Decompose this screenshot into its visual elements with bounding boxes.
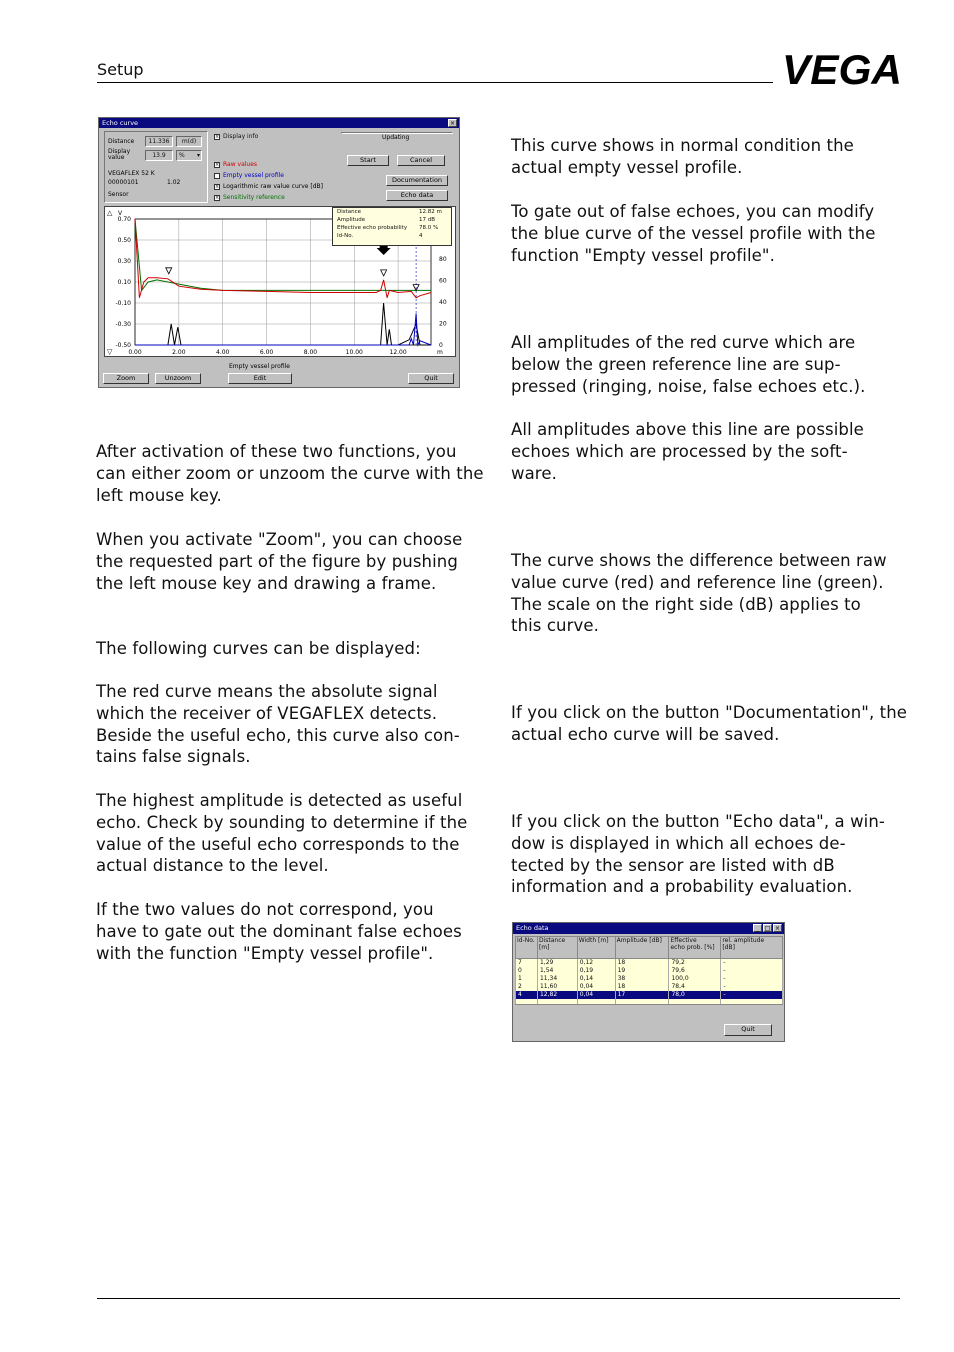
x-tick-label: 8.00: [303, 349, 318, 356]
start-button[interactable]: Start: [347, 155, 389, 166]
table-cell: 0,04: [577, 983, 615, 991]
echo-data-titlebar: [513, 923, 784, 934]
table-cell: 79,2: [669, 959, 721, 968]
table-row[interactable]: [516, 967, 783, 975]
table-cell: 7: [516, 959, 538, 968]
tooltip-key: Id-No.: [337, 233, 354, 239]
table-row[interactable]: [516, 991, 783, 999]
table-row[interactable]: [516, 959, 783, 968]
x-axis-label: m: [437, 349, 443, 356]
empty-vessel-profile-label: Empty vessel profile: [229, 363, 290, 370]
table-cell: 11,60: [537, 983, 577, 991]
y-tick-label: 0.10: [117, 279, 131, 286]
distance-label: Distance: [108, 138, 135, 145]
table-cell: -: [721, 959, 783, 968]
svg-text:VEGA: VEGA: [782, 52, 902, 86]
echo-data-window: [512, 922, 785, 1042]
echo-tooltip: [332, 207, 452, 246]
paragraph-zoom-frame: When you activate "Zoom", you can choose the requested part of the figure by pushing the left mouse key and drawing a frame.: [96, 530, 463, 593]
edit-button[interactable]: Edit: [228, 373, 292, 384]
tooltip-value: 78.0 %: [419, 225, 439, 231]
x-tick-label: 10.00: [345, 349, 363, 356]
table-cell: 18: [615, 983, 669, 991]
column-header[interactable]: Effective echo prob. [%]: [669, 937, 721, 959]
table-row[interactable]: [516, 975, 783, 983]
paragraph-curves-intro: The following curves can be displayed:: [96, 639, 421, 658]
close-icon[interactable]: ×: [774, 925, 781, 932]
paragraph-zoom-usage: After activation of these two functions, you can either zoom or unzoom the curve with the left mouse key.: [96, 442, 484, 505]
display-unit-select[interactable]: % ▾: [176, 150, 202, 161]
minimize-icon[interactable]: _: [753, 924, 762, 932]
chevron-down-icon: ▾: [196, 152, 200, 159]
table-cell: 11,34: [537, 975, 577, 983]
y-tick-label: -0.30: [115, 321, 131, 328]
sensor-name: VEGAFLEX 52 K: [108, 170, 155, 177]
tooltip-key: Effective echo probability: [337, 225, 408, 231]
vega-logo: [782, 52, 902, 86]
tooltip-value: 12.82 m: [419, 209, 442, 215]
echo-data-title: Echo data: [516, 924, 549, 932]
echo-data-quit-button[interactable]: Quit: [724, 1024, 772, 1036]
x-tick-label: 12.00: [389, 349, 407, 356]
table-cell: 4: [516, 991, 538, 999]
zoom-button[interactable]: Zoom: [103, 373, 149, 384]
warning-up-icon: △: [107, 209, 113, 217]
table-cell: 19: [615, 967, 669, 975]
tooltip-row: [333, 224, 451, 232]
table-cell: -: [721, 991, 783, 999]
sensor-version: 1.02: [167, 179, 181, 186]
column-header[interactable]: Amplitude [dB]: [615, 937, 669, 959]
paragraph-empty-vessel: This curve shows in normal condition the actual empty vessel profile.: [511, 136, 854, 177]
table-cell: 38: [615, 975, 669, 983]
table-cell: 79,6: [669, 967, 721, 975]
display-value: 13.9: [145, 150, 173, 161]
paragraph-gate-false-echoes: To gate out of false echoes, you can modify the blue curve of the vessel profile with the function "Empty vessel profile".: [511, 202, 876, 265]
tooltip-value: 4: [419, 233, 423, 239]
y-tick-label: -0.50: [115, 342, 131, 349]
table-cell: -: [721, 975, 783, 983]
close-icon[interactable]: ×: [449, 120, 456, 127]
echo-data-table: [515, 936, 783, 1004]
curve-checkbox-label: Raw values: [223, 161, 258, 168]
paragraph-echo-data: If you click on the button "Echo data", a win- dow is displayed in which all echoes de- tected by the sensor are listed with dB information and a probability evaluation.: [511, 812, 885, 897]
echo-data-button[interactable]: Echo data: [386, 190, 448, 201]
table-cell: 78,4: [669, 983, 721, 991]
y-tick-label: 0.70: [117, 216, 131, 223]
table-cell: 18: [615, 959, 669, 968]
table-cell: 17: [615, 991, 669, 999]
y2-tick-label: 0: [439, 342, 443, 349]
table-cell: 0,04: [577, 991, 615, 999]
x-tick-label: 4.00: [216, 349, 230, 356]
checkbox-checked-icon: ×: [215, 183, 220, 190]
sensor-serial: 00000101: [108, 179, 139, 186]
display-info-checkbox[interactable]: × Display info: [215, 133, 259, 140]
y2-tick-label: 20: [439, 320, 447, 328]
column-header[interactable]: Distance [m]: [537, 937, 577, 959]
curve-checkbox[interactable]: [214, 172, 284, 179]
checkbox-checked-icon: ×: [215, 133, 220, 140]
curve-checkbox-label: Sensitivity reference: [223, 194, 285, 201]
table-cell: 100,0: [669, 975, 721, 983]
echo-marker-icon: [381, 270, 387, 276]
tooltip-value: 17 dB: [419, 217, 436, 223]
table-row[interactable]: [516, 983, 783, 991]
paragraph-difference-curve: The curve shows the difference between raw value curve (red) and reference line (green). The scale on the right side (dB) applies to this curve.: [511, 551, 887, 636]
curve-checkbox[interactable]: [214, 183, 323, 190]
display-value-label: Display value: [108, 148, 131, 161]
y-tick-label: 0.30: [117, 258, 131, 265]
table-cell: 78,0: [669, 991, 721, 999]
checkbox-checked-icon: ×: [215, 194, 220, 201]
table-cell: 0,14: [577, 975, 615, 983]
curve-checkbox[interactable]: [214, 161, 257, 168]
y-tick-label: -0.10: [115, 300, 131, 307]
tooltip-key: Distance: [337, 209, 362, 215]
paragraph-documentation: If you click on the button "Documentation", the actual echo curve will be saved.: [511, 703, 908, 744]
y2-tick-label: 60: [439, 277, 447, 285]
y2-tick-label: 40: [439, 299, 447, 306]
echo-data-footer: [515, 1004, 783, 1022]
y-tick-label: 0.50: [117, 237, 131, 244]
x-tick-label: 0.00: [128, 349, 142, 356]
column-header[interactable]: Id-No.: [516, 937, 538, 959]
section-title: Setup: [97, 60, 144, 79]
checkbox-empty-icon: [214, 173, 220, 179]
table-cell: 1,29: [537, 959, 577, 968]
distance-value: 11.336: [145, 136, 173, 147]
footer-rule: [97, 1298, 900, 1299]
table-cell: -: [721, 983, 783, 991]
table-cell: 12,82: [537, 991, 577, 999]
curve-checkbox-label: Logarithmic raw value curve [dB]: [223, 183, 323, 190]
curve-checkbox[interactable]: [214, 194, 285, 201]
quit-button[interactable]: Quit: [408, 373, 454, 384]
tooltip-row: [333, 208, 451, 216]
table-header-row: [516, 937, 783, 959]
paragraph-red-curve: The red curve means the absolute signal which the receiver of VEGAFLEX detects. Beside the useful echo, this curve also con- tains false signals.: [96, 682, 460, 767]
x-tick-label: 2.00: [172, 349, 186, 356]
y-axis-label: V: [118, 210, 123, 217]
distance-unit[interactable]: m(d): [176, 136, 202, 147]
column-header[interactable]: Width [m]: [577, 937, 615, 959]
table-cell: 2: [516, 983, 538, 991]
y2-tick-label: 80: [439, 256, 447, 263]
table-cell: -: [721, 967, 783, 975]
cancel-button[interactable]: Cancel: [397, 155, 445, 166]
paragraph-gate-out: If the two values do not correspond, you have to gate out the dominant false echoes with the function "Empty vessel profile".: [96, 900, 462, 963]
tooltip-key: Amplitude: [337, 217, 366, 223]
header-rule: [97, 82, 773, 83]
sensor-label: Sensor: [108, 191, 129, 198]
echo-marker-icon: [166, 268, 172, 274]
echo-curve-title: Echo curve: [102, 119, 139, 127]
documentation-button[interactable]: Documentation: [386, 175, 448, 186]
checkbox-checked-icon: ×: [215, 161, 220, 168]
echo-curve-titlebar: [99, 118, 459, 128]
paragraph-green-reference: All amplitudes of the red curve which are below the green reference line are sup- pressed (ringing, noise, false echoes etc.).: [511, 333, 866, 396]
table-cell: 0,12: [577, 959, 615, 968]
x-tick-label: 6.00: [259, 349, 274, 356]
table-cell: 0,19: [577, 967, 615, 975]
table-cell: 1,54: [537, 967, 577, 975]
tooltip-row: [333, 216, 451, 224]
updating-label: Updating: [382, 134, 410, 141]
unzoom-button[interactable]: Unzoom: [155, 373, 201, 384]
maximize-icon[interactable]: □: [764, 925, 771, 932]
scroll-down-icon: ▽: [107, 348, 113, 356]
column-header[interactable]: rel. amplitude [dB]: [721, 937, 783, 959]
tooltip-row: [333, 232, 451, 240]
table-cell: 1: [516, 975, 538, 983]
paragraph-highest-amplitude: The highest amplitude is detected as useful echo. Check by sounding to determine if the value of the useful echo corresponds to the actual distance to the level.: [96, 791, 468, 876]
paragraph-above-line: All amplitudes above this line are possible echoes which are processed by the soft- ware.: [511, 420, 864, 483]
echo-curve-window: [98, 117, 460, 388]
curve-checkbox-label: Empty vessel profile: [223, 172, 284, 179]
table-cell: 0: [516, 967, 538, 975]
